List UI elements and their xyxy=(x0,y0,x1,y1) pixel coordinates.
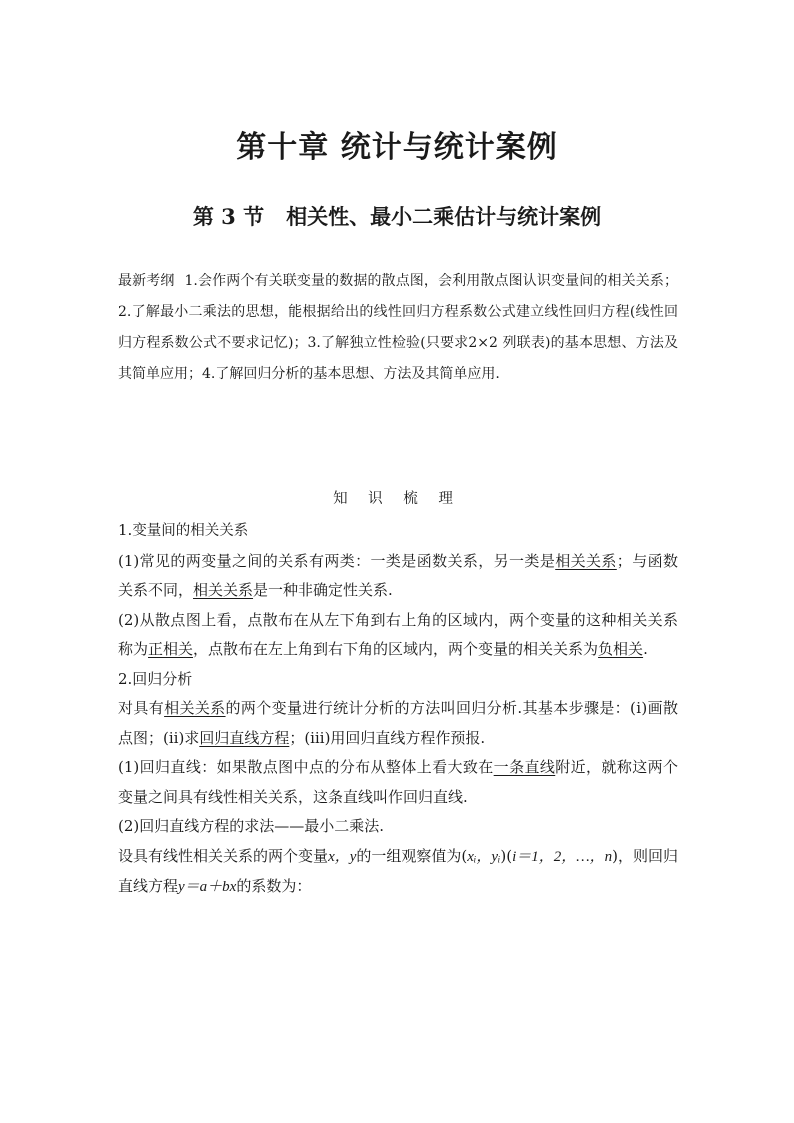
text-run: 对具有 xyxy=(118,699,165,717)
section-2-paragraph-4 xyxy=(118,842,678,903)
text-run: 设具有线性相关关系的两个变量 xyxy=(118,846,329,865)
syllabus-block xyxy=(118,266,678,390)
text-run: 的一组观察值为( xyxy=(356,846,468,865)
text-run: )，则回归直线方程 xyxy=(118,846,678,895)
underlined-term: 负相关 xyxy=(598,640,644,658)
text-run: 是一种非确定性关系. xyxy=(253,581,393,599)
math-regression-equation: y＝a＋bx xyxy=(178,879,237,895)
math-index-range: i＝1，2，…，n xyxy=(512,848,613,865)
section-1-heading xyxy=(118,516,678,547)
text-run: 附近，就称这两个变量之间具有线性相关关系，这条直线叫作回归直线. xyxy=(118,758,678,806)
underlined-term: 正相关 xyxy=(148,640,194,658)
section-name: 相关性、最小二乘估计与统计案例 xyxy=(286,204,602,229)
text-run: 的两个变量进行统计分析的方法叫回归分析.其基本步骤是：(ⅰ)画散点图；(ⅱ)求 xyxy=(118,699,678,747)
section-1-heading-number: 1. xyxy=(118,521,133,539)
section-1-paragraph-2 xyxy=(118,606,678,665)
text-run: ；与函数关系不同， xyxy=(118,551,678,599)
text-run: 的系数为： xyxy=(236,877,312,895)
underlined-term: 相关关系 xyxy=(164,699,226,717)
underlined-term: 一条直线 xyxy=(493,758,556,776)
knowledge-body xyxy=(118,516,678,903)
section-number: 第 3 节 xyxy=(192,204,265,229)
section-2-paragraph-1 xyxy=(118,694,678,753)
text-run: (1)回归直线：如果散点图中点的分布从整体上看大致在 xyxy=(118,758,494,776)
section-2-heading: 2.回归分析 xyxy=(118,669,193,688)
section-2-paragraph-3: (2)回归直线方程的求法——最小二乘法. xyxy=(118,817,385,835)
section-1-paragraph-1 xyxy=(118,547,678,606)
text-run: (1)常见的两变量之间的关系有两类：一类是函数关系，另一类是 xyxy=(118,551,556,570)
text-run: )( xyxy=(500,846,513,865)
math-observation-pair: xᵢ，yᵢ xyxy=(467,848,501,865)
underlined-term: 相关关系 xyxy=(193,581,254,599)
text-run: ；(ⅲ)用回归直线方程作预报. xyxy=(289,728,486,747)
syllabus-label: 最新考纲 xyxy=(118,273,175,289)
text-run: . xyxy=(643,640,648,658)
syllabus-text: 1.会作两个有关联变量的数据的散点图，会利用散点图认识变量间的相关关系；2.了解最小二乘法的思想，能根据给出的线性回归方程系数公式建立线性回归方程(线性回归方程系数公式不要求记忆)；3.了解独立性检验(只要求2×2 列联表)的基本思想、方法及其简单应用；4.了解回归分析的基本思想、方法及其简单应用. xyxy=(118,273,679,382)
text-run: ，点散布在左上角到右下角的区域内，两个变量的相关关系为 xyxy=(193,640,599,658)
section-1-heading-text: 变量间的相关关系 xyxy=(132,523,249,539)
underlined-term: 回归直线方程 xyxy=(199,728,290,747)
math-variables: x，y xyxy=(328,848,357,865)
section-title xyxy=(0,201,794,231)
knowledge-heading: 知 识 梳 理 xyxy=(333,491,461,507)
underlined-term: 相关关系 xyxy=(555,551,617,570)
text-run: (2)从散点图上看，点散布在从左下角到右上角的区域内，两个变量的这种相关关系称为 xyxy=(118,610,678,658)
chapter-title: 第十章 统计与统计案例 xyxy=(236,130,558,165)
section-2-paragraph-2 xyxy=(118,753,678,812)
